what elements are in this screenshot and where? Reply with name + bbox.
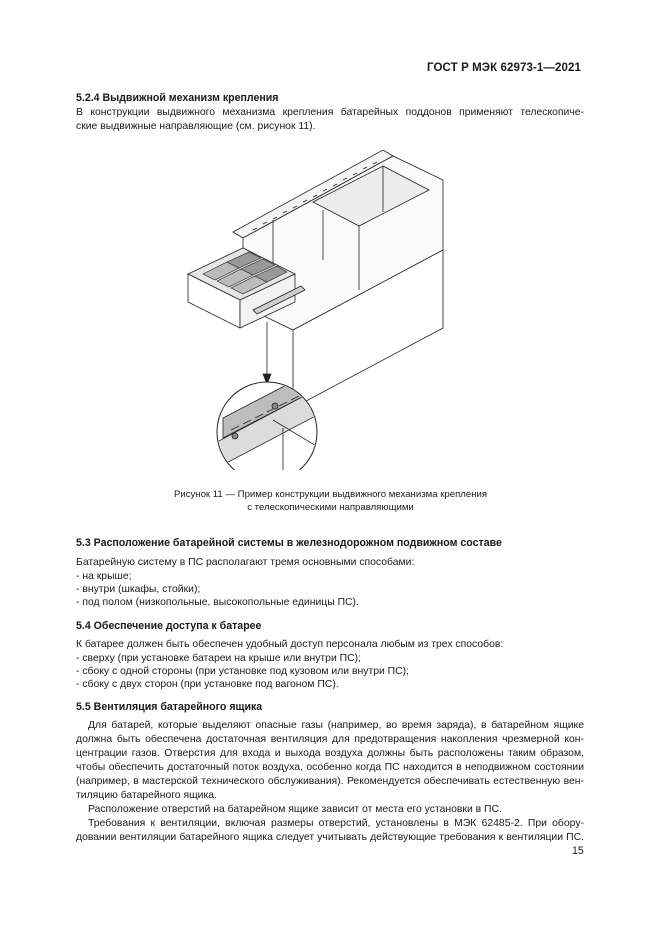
section-5-4-title: 5.4 Обеспечение доступа к батарее <box>76 620 262 632</box>
list-item: - под полом (низкопольные, высокопольные единицы ПС). <box>76 597 359 608</box>
section-5-3-intro: Батарейную систему в ПС располагают тремя основными способами: <box>76 557 415 568</box>
figure-caption-line2: с телескопическими направляющими <box>247 502 414 513</box>
paragraph-line: Требования к вентиляции, включая размеры отверстий, установлены в МЭК 62485-2. При обору- <box>88 818 584 829</box>
document-header: ГОСТ Р МЭК 62973-1—2021 <box>427 62 581 74</box>
page-number: 15 <box>572 845 584 857</box>
list-item: - сверху (при установке батареи на крыше или внутри ПС); <box>76 653 361 664</box>
section-5-5-title: 5.5 Вентиляция батарейного ящика <box>76 701 263 713</box>
paragraph-line: чтобы обеспечить достаточный поток воздуха, особенно когда ПС находится в неподвижном состоянии <box>76 762 584 773</box>
list-item: - на крыше; <box>76 571 132 582</box>
paragraph-line: Расположение отверстий на батарейном ящике зависит от места его установки в ПС. <box>88 804 502 815</box>
section-5-2-4-line2: ские выдвижные направляющие (см. рисунок 11). <box>76 121 316 132</box>
list-item: - сбоку с одной стороны (при установке под кузовом или внутри ПС); <box>76 666 409 677</box>
paragraph-line: должна быть обеспечена достаточная вентиляция для предотвращения накопления чрезмерной кон- <box>76 734 584 745</box>
figure-11-drawing <box>183 150 445 470</box>
section-5-3-title: 5.3 Расположение батарейной системы в железнодорожном подвижном составе <box>76 537 502 549</box>
section-5-2-4-line1: В конструкции выдвижного механизма крепления батарейных поддонов применяют телескопиче- <box>76 107 584 118</box>
paragraph-line: Для батарей, которые выделяют опасные газы (например, во время заряда), в батарейном ящике <box>88 720 584 731</box>
paragraph-line: центрации газов. Отверстия для входа и выхода воздуха должны быть расположены таким образом, <box>76 748 584 759</box>
section-5-2-4-title: 5.2.4 Выдвижной механизм крепления <box>76 92 279 104</box>
list-item: - сбоку с двух сторон (при установке под вагоном ПС). <box>76 679 339 690</box>
list-item: - внутри (шкафы, стойки); <box>76 584 201 595</box>
section-5-4-intro: К батарее должен быть обеспечен удобный доступ персонала любым из трех способов: <box>76 639 504 650</box>
figure-caption-line1: Рисунок 11 — Пример конструкции выдвижного механизма крепления <box>173 489 488 500</box>
paragraph-line: довании вентиляции батарейного ящика следует учитывать действующие требования к вентиляции ПС. <box>76 832 584 843</box>
paragraph-line: (например, в мастерской технического обслуживания). Рекомендуется обеспечивать естественную вен- <box>76 776 584 787</box>
paragraph-line: тиляцию батарейного ящика. <box>76 790 217 801</box>
